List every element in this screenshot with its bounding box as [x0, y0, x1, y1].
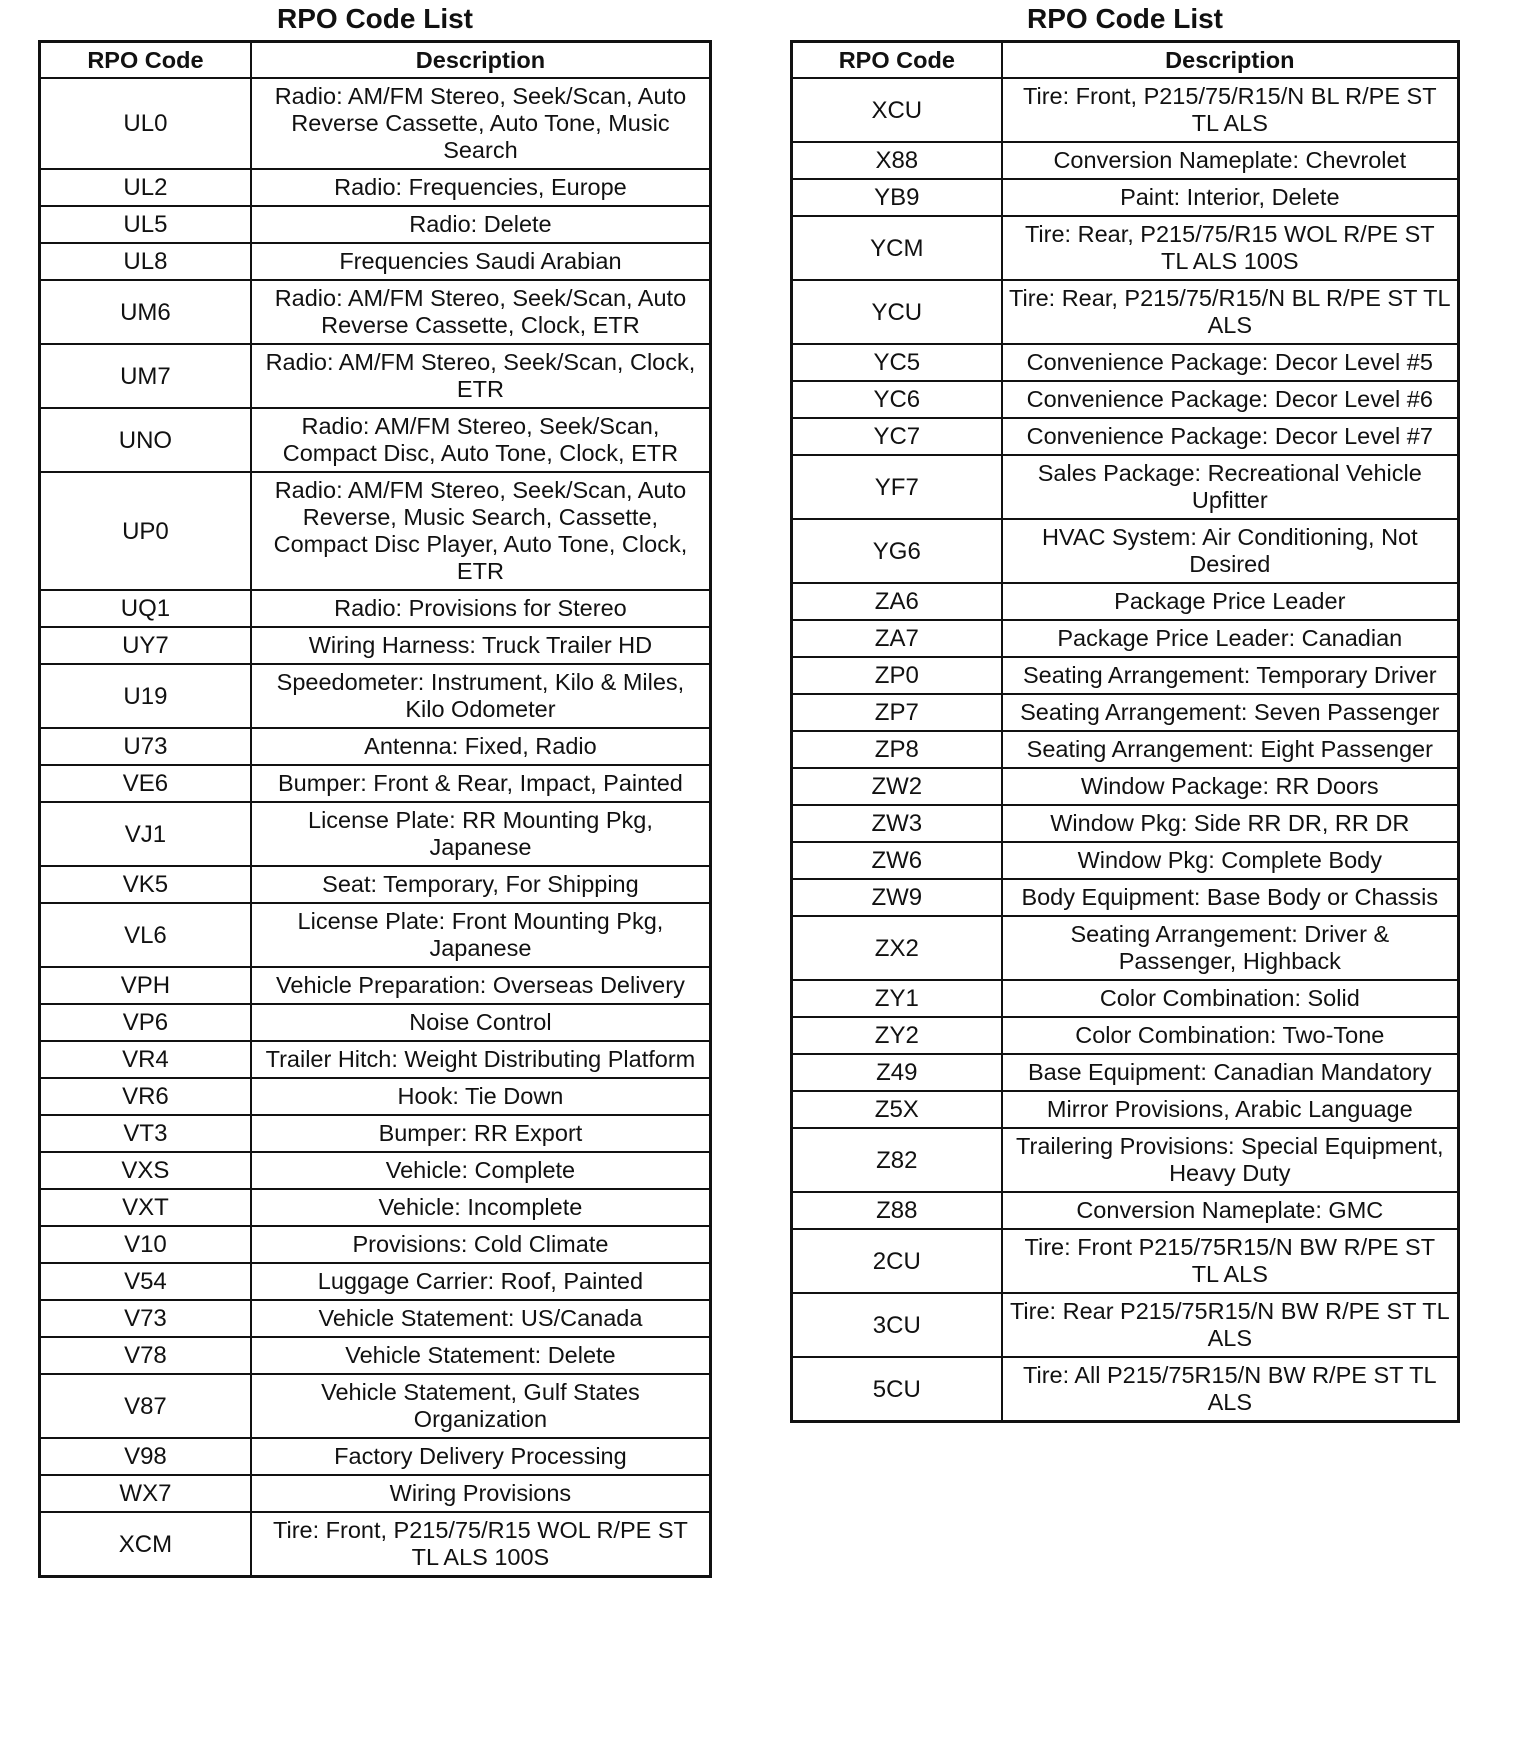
rpo-code-cell: UP0: [40, 472, 251, 590]
rpo-code-cell: VXT: [40, 1189, 251, 1226]
table-row: [792, 1357, 1459, 1422]
description-cell: Convenience Package: Decor Level #7: [1002, 418, 1459, 455]
rpo-code-cell: 2CU: [792, 1229, 1002, 1293]
description-cell: Trailering Provisions: Special Equipment, Heavy Duty: [1002, 1128, 1459, 1192]
description-cell: Paint: Interior, Delete: [1002, 179, 1459, 216]
table-row: [792, 1192, 1459, 1229]
table-row: [40, 1078, 711, 1115]
rpo-code-cell: VPH: [40, 967, 251, 1004]
table-row: [792, 344, 1459, 381]
rpo-code-cell: UQ1: [40, 590, 251, 627]
table-row: [792, 657, 1459, 694]
description-cell: Radio: AM/FM Stereo, Seek/Scan, Compact Disc, Auto Tone, Clock, ETR: [251, 408, 711, 472]
description-cell: Color Combination: Solid: [1002, 980, 1459, 1017]
column-header-code: RPO Code: [792, 42, 1002, 79]
rpo-code-cell: UL2: [40, 169, 251, 206]
description-cell: Tire: Front, P215/75/R15 WOL R/PE ST TL ALS 100S: [251, 1512, 711, 1577]
table-row: [40, 169, 711, 206]
description-cell: Radio: AM/FM Stereo, Seek/Scan, Clock, ETR: [251, 344, 711, 408]
table-body: [40, 78, 711, 1577]
description-cell: Radio: Delete: [251, 206, 711, 243]
table-row: [40, 664, 711, 728]
description-cell: Radio: AM/FM Stereo, Seek/Scan, Auto Reverse, Music Search, Cassette, Compact Disc Player, Auto Tone, Clock, ETR: [251, 472, 711, 590]
description-cell: Tire: Rear, P215/75/R15 WOL R/PE ST TL ALS 100S: [1002, 216, 1459, 280]
description-cell: Seating Arrangement: Temporary Driver: [1002, 657, 1459, 694]
table-row: [40, 1512, 711, 1577]
rpo-code-cell: Z88: [792, 1192, 1002, 1229]
description-cell: Conversion Nameplate: GMC: [1002, 1192, 1459, 1229]
rpo-code-cell: ZY2: [792, 1017, 1002, 1054]
table-row: [792, 731, 1459, 768]
description-cell: Speedometer: Instrument, Kilo & Miles, Kilo Odometer: [251, 664, 711, 728]
table-row: [40, 967, 711, 1004]
table-row: [40, 903, 711, 967]
rpo-code-cell: XCM: [40, 1512, 251, 1577]
rpo-code-cell: ZY1: [792, 980, 1002, 1017]
rpo-code-cell: V54: [40, 1263, 251, 1300]
rpo-code-cell: U19: [40, 664, 251, 728]
description-cell: Factory Delivery Processing: [251, 1438, 711, 1475]
description-cell: Tire: Rear, P215/75/R15/N BL R/PE ST TL ALS: [1002, 280, 1459, 344]
table-row: [792, 1293, 1459, 1357]
rpo-code-cell: U73: [40, 728, 251, 765]
rpo-code-cell: YG6: [792, 519, 1002, 583]
rpo-code-cell: YC5: [792, 344, 1002, 381]
description-cell: Luggage Carrier: Roof, Painted: [251, 1263, 711, 1300]
rpo-code-cell: YF7: [792, 455, 1002, 519]
description-cell: Wiring Harness: Truck Trailer HD: [251, 627, 711, 664]
description-cell: License Plate: RR Mounting Pkg, Japanese: [251, 802, 711, 866]
table-row: [792, 142, 1459, 179]
description-cell: Tire: Front, P215/75/R15/N BL R/PE ST TL ALS: [1002, 78, 1459, 142]
table-row: [40, 1189, 711, 1226]
rpo-code-cell: ZX2: [792, 916, 1002, 980]
description-cell: Convenience Package: Decor Level #5: [1002, 344, 1459, 381]
table-row: [792, 1128, 1459, 1192]
table-row: [792, 519, 1459, 583]
rpo-code-cell: UM6: [40, 280, 251, 344]
rpo-code-cell: UM7: [40, 344, 251, 408]
description-cell: Provisions: Cold Climate: [251, 1226, 711, 1263]
rpo-code-cell: V87: [40, 1374, 251, 1438]
table-row: [792, 879, 1459, 916]
rpo-list-left: [38, 0, 712, 1578]
table-row: [792, 842, 1459, 879]
table-row: [40, 243, 711, 280]
description-cell: Vehicle Statement, Gulf States Organization: [251, 1374, 711, 1438]
table-row: [40, 1475, 711, 1512]
rpo-table-right: [790, 40, 1460, 1423]
description-cell: Window Pkg: Complete Body: [1002, 842, 1459, 879]
table-row: [40, 728, 711, 765]
rpo-code-cell: VP6: [40, 1004, 251, 1041]
description-cell: Tire: Front P215/75R15/N BW R/PE ST TL ALS: [1002, 1229, 1459, 1293]
header-row: [792, 42, 1459, 79]
rpo-code-cell: Z82: [792, 1128, 1002, 1192]
description-cell: Body Equipment: Base Body or Chassis: [1002, 879, 1459, 916]
table-row: [40, 78, 711, 169]
rpo-code-cell: YCU: [792, 280, 1002, 344]
header-row: [40, 42, 711, 79]
description-cell: Convenience Package: Decor Level #6: [1002, 381, 1459, 418]
table-row: [792, 1017, 1459, 1054]
description-cell: HVAC System: Air Conditioning, Not Desired: [1002, 519, 1459, 583]
description-cell: Base Equipment: Canadian Mandatory: [1002, 1054, 1459, 1091]
rpo-code-cell: VT3: [40, 1115, 251, 1152]
description-cell: Window Pkg: Side RR DR, RR DR: [1002, 805, 1459, 842]
table-row: [40, 627, 711, 664]
table-row: [792, 418, 1459, 455]
table-row: [40, 1152, 711, 1189]
rpo-code-cell: UNO: [40, 408, 251, 472]
rpo-code-cell: YC6: [792, 381, 1002, 418]
table-row: [792, 78, 1459, 142]
description-cell: Antenna: Fixed, Radio: [251, 728, 711, 765]
description-cell: Radio: Frequencies, Europe: [251, 169, 711, 206]
description-cell: Window Package: RR Doors: [1002, 768, 1459, 805]
table-row: [792, 179, 1459, 216]
column-header-code: RPO Code: [40, 42, 251, 79]
rpo-code-cell: XCU: [792, 78, 1002, 142]
description-cell: Vehicle Statement: Delete: [251, 1337, 711, 1374]
description-cell: Hook: Tie Down: [251, 1078, 711, 1115]
table-row: [40, 408, 711, 472]
description-cell: License Plate: Front Mounting Pkg, Japanese: [251, 903, 711, 967]
description-cell: Package Price Leader: Canadian: [1002, 620, 1459, 657]
description-cell: Radio: AM/FM Stereo, Seek/Scan, Auto Reverse Cassette, Clock, ETR: [251, 280, 711, 344]
column-header-description: Description: [251, 42, 711, 79]
table-row: [40, 1041, 711, 1078]
table-row: [792, 1229, 1459, 1293]
table-row: [792, 1091, 1459, 1128]
rpo-code-cell: VL6: [40, 903, 251, 967]
rpo-code-cell: Z49: [792, 1054, 1002, 1091]
table-row: [792, 805, 1459, 842]
description-cell: Seating Arrangement: Driver & Passenger, Highback: [1002, 916, 1459, 980]
rpo-code-cell: YB9: [792, 179, 1002, 216]
table-row: [792, 980, 1459, 1017]
description-cell: Vehicle: Complete: [251, 1152, 711, 1189]
rpo-code-cell: V98: [40, 1438, 251, 1475]
table-row: [40, 1438, 711, 1475]
rpo-code-cell: WX7: [40, 1475, 251, 1512]
rpo-code-cell: 3CU: [792, 1293, 1002, 1357]
rpo-code-cell: YC7: [792, 418, 1002, 455]
table-row: [40, 765, 711, 802]
description-cell: Mirror Provisions, Arabic Language: [1002, 1091, 1459, 1128]
rpo-code-cell: ZP8: [792, 731, 1002, 768]
description-cell: Tire: All P215/75R15/N BW R/PE ST TL ALS: [1002, 1357, 1459, 1422]
table-row: [40, 1115, 711, 1152]
description-cell: Noise Control: [251, 1004, 711, 1041]
rpo-code-cell: ZW3: [792, 805, 1002, 842]
rpo-code-cell: ZW2: [792, 768, 1002, 805]
rpo-code-cell: X88: [792, 142, 1002, 179]
table-row: [792, 768, 1459, 805]
rpo-table-left: [38, 40, 712, 1578]
list-title: RPO Code List: [276, 3, 473, 34]
description-cell: Frequencies Saudi Arabian: [251, 243, 711, 280]
description-cell: Trailer Hitch: Weight Distributing Platform: [251, 1041, 711, 1078]
table-row: [40, 280, 711, 344]
rpo-code-cell: VR6: [40, 1078, 251, 1115]
table-row: [40, 1374, 711, 1438]
table-row: [792, 916, 1459, 980]
rpo-code-cell: YCM: [792, 216, 1002, 280]
table-row: [40, 1300, 711, 1337]
table-row: [40, 206, 711, 243]
rpo-code-cell: VK5: [40, 866, 251, 903]
description-cell: Vehicle: Incomplete: [251, 1189, 711, 1226]
rpo-code-cell: 5CU: [792, 1357, 1002, 1422]
description-cell: Radio: AM/FM Stereo, Seek/Scan, Auto Reverse Cassette, Auto Tone, Music Search: [251, 78, 711, 169]
table-row: [792, 280, 1459, 344]
description-cell: Radio: Provisions for Stereo: [251, 590, 711, 627]
description-cell: Sales Package: Recreational Vehicle Upfitter: [1002, 455, 1459, 519]
description-cell: Tire: Rear P215/75R15/N BW R/PE ST TL ALS: [1002, 1293, 1459, 1357]
table-row: [792, 694, 1459, 731]
table-row: [40, 1337, 711, 1374]
description-cell: Package Price Leader: [1002, 583, 1459, 620]
rpo-code-cell: ZA6: [792, 583, 1002, 620]
rpo-code-cell: VE6: [40, 765, 251, 802]
table-row: [792, 381, 1459, 418]
table-row: [792, 1054, 1459, 1091]
rpo-code-cell: VR4: [40, 1041, 251, 1078]
table-row: [792, 620, 1459, 657]
table-row: [40, 1004, 711, 1041]
table-row: [792, 216, 1459, 280]
description-cell: Bumper: RR Export: [251, 1115, 711, 1152]
rpo-code-cell: ZA7: [792, 620, 1002, 657]
rpo-code-cell: ZP7: [792, 694, 1002, 731]
description-cell: Seat: Temporary, For Shipping: [251, 866, 711, 903]
description-cell: Vehicle Preparation: Overseas Delivery: [251, 967, 711, 1004]
table-row: [40, 866, 711, 903]
table-row: [40, 472, 711, 590]
rpo-code-cell: VJ1: [40, 802, 251, 866]
description-cell: Color Combination: Two-Tone: [1002, 1017, 1459, 1054]
rpo-code-cell: UL5: [40, 206, 251, 243]
list-title: RPO Code List: [1026, 3, 1223, 34]
rpo-code-cell: ZW6: [792, 842, 1002, 879]
description-cell: Vehicle Statement: US/Canada: [251, 1300, 711, 1337]
description-cell: Conversion Nameplate: Chevrolet: [1002, 142, 1459, 179]
rpo-code-cell: V73: [40, 1300, 251, 1337]
rpo-code-cell: V10: [40, 1226, 251, 1263]
rpo-code-cell: ZW9: [792, 879, 1002, 916]
table-row: [40, 1263, 711, 1300]
rpo-list-right: [790, 0, 1460, 1423]
description-cell: Seating Arrangement: Eight Passenger: [1002, 731, 1459, 768]
table-row: [40, 590, 711, 627]
description-cell: Seating Arrangement: Seven Passenger: [1002, 694, 1459, 731]
table-row: [40, 1226, 711, 1263]
rpo-code-cell: Z5X: [792, 1091, 1002, 1128]
table-row: [40, 344, 711, 408]
rpo-code-cell: VXS: [40, 1152, 251, 1189]
rpo-code-cell: UL8: [40, 243, 251, 280]
table-body: [792, 78, 1459, 1422]
rpo-code-cell: UY7: [40, 627, 251, 664]
table-row: [792, 583, 1459, 620]
column-header-description: Description: [1002, 42, 1459, 79]
description-cell: Bumper: Front & Rear, Impact, Painted: [251, 765, 711, 802]
table-row: [792, 455, 1459, 519]
description-cell: Wiring Provisions: [251, 1475, 711, 1512]
rpo-code-cell: UL0: [40, 78, 251, 169]
rpo-code-cell: ZP0: [792, 657, 1002, 694]
table-row: [40, 802, 711, 866]
rpo-code-cell: V78: [40, 1337, 251, 1374]
